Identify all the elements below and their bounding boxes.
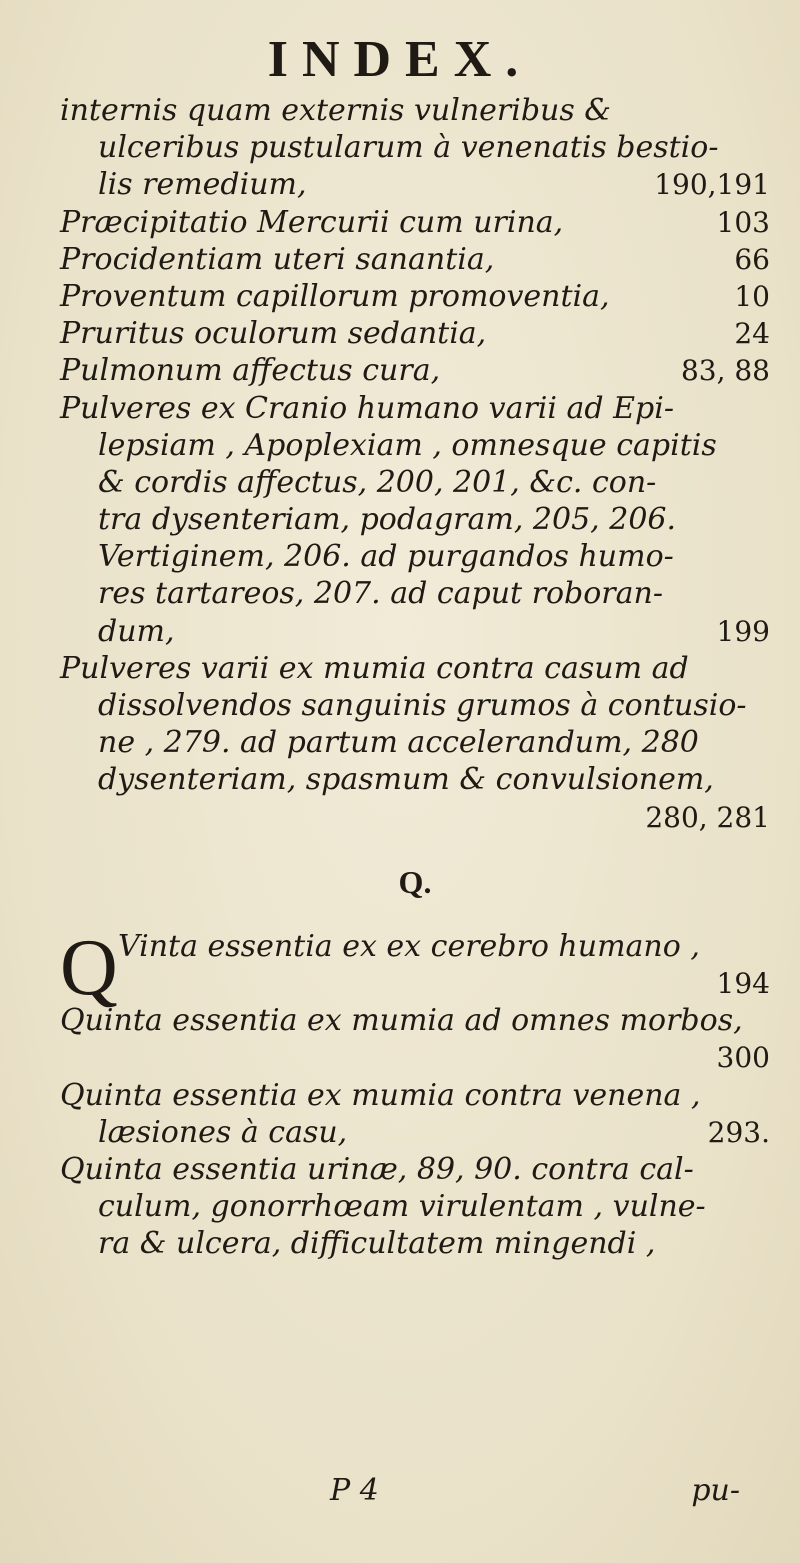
entry-text: culum, gonorrhœam virulentam , vulne- xyxy=(98,1189,706,1225)
index-line xyxy=(60,464,770,501)
index-entries xyxy=(60,92,770,1262)
page-header: INDEX. xyxy=(267,31,533,88)
entry-text: Vinta essentia ex ex cerebro humano , xyxy=(118,928,700,964)
signature-mark: P 4 xyxy=(330,1473,379,1508)
entry-text: Pulmonum affectus cura, xyxy=(60,353,441,389)
index-line xyxy=(60,352,770,389)
page-reference: 66 xyxy=(734,242,770,276)
index-line xyxy=(60,1077,770,1114)
page-reference: 10 xyxy=(734,279,770,313)
index-line xyxy=(60,1114,770,1151)
index-line xyxy=(60,724,770,761)
index-line xyxy=(60,650,770,687)
entry-text: dum, xyxy=(98,613,175,649)
entry-text: Quinta essentia ex mumia contra venena , xyxy=(60,1077,701,1113)
index-line xyxy=(60,501,770,538)
entry-text: Pulveres ex Cranio humano varii ad Epi- xyxy=(60,390,674,426)
index-line xyxy=(60,204,770,241)
index-line xyxy=(60,1151,770,1188)
entry-text: Quinta essentia ex mumia ad omnes morbos, xyxy=(60,1003,743,1039)
page-reference: 103 xyxy=(716,205,770,239)
index-line xyxy=(60,687,770,724)
index-line xyxy=(60,965,770,1002)
index-line xyxy=(60,761,770,798)
entry-text: dysenteriam, spasmum & convulsionem, xyxy=(98,762,714,798)
drop-capital: Q xyxy=(60,923,118,1012)
page-reference: 300 xyxy=(716,1041,770,1075)
index-line xyxy=(60,928,770,965)
entry-text: dissolvendos sanguinis grumos à contusio- xyxy=(98,688,747,723)
page-reference: 194 xyxy=(716,966,770,1000)
index-line xyxy=(60,315,770,352)
index-line xyxy=(60,1039,770,1076)
letter-q-section xyxy=(60,923,770,1263)
index-line xyxy=(60,278,770,315)
entry-text: lis remedium, xyxy=(98,167,307,203)
index-line xyxy=(60,799,770,836)
letter-p-section xyxy=(60,92,770,836)
entry-text: lepsiam , Apoplexiam , omnesque capitis xyxy=(98,427,717,463)
entry-text: Pulveres varii ex mumia contra casum ad xyxy=(60,650,689,686)
entry-text: & cordis affectus, 200, 201, &c. con- xyxy=(98,464,657,500)
page-reference: 293. xyxy=(707,1115,770,1149)
index-line xyxy=(60,1188,770,1225)
index-line xyxy=(60,538,770,575)
entry-text: Præcipitatio Mercurii cum urina, xyxy=(60,204,564,240)
section-break xyxy=(60,836,770,928)
index-line xyxy=(60,1225,770,1262)
entry-text: Vertiginem, 206. ad purgandos humo- xyxy=(98,539,674,575)
index-entry xyxy=(60,923,770,1012)
entry-text: Procidentiam uteri sanantia, xyxy=(60,241,495,277)
entry-text: tra dysenteriam, podagram, 205, 206. xyxy=(98,502,677,538)
index-line xyxy=(60,427,770,464)
index-line xyxy=(60,390,770,427)
entry-text: Pruritus oculorum sedantia, xyxy=(60,316,487,352)
index-line xyxy=(60,613,770,650)
page-reference: 190,191 xyxy=(654,168,770,202)
page-reference: 83, 88 xyxy=(680,354,770,388)
page-reference: 280, 281 xyxy=(645,800,770,834)
catchword: pu- xyxy=(691,1473,740,1508)
entry-text: læsiones à casu, xyxy=(98,1114,348,1150)
index-line xyxy=(60,575,770,612)
entry-text: ra & ulcera, difficultatem mingendi , xyxy=(98,1226,656,1262)
entry-text: res tartareos, 207. ad caput roboran- xyxy=(98,576,663,612)
page-reference: 24 xyxy=(734,317,770,351)
entry-text: Proventum capillorum promoventia, xyxy=(60,278,610,314)
index-line xyxy=(60,92,770,129)
page-reference: 199 xyxy=(716,614,770,648)
entry-text: ne , 279. ad partum accelerandum, 280 xyxy=(98,725,699,761)
page-footer xyxy=(60,1472,770,1509)
index-line xyxy=(60,129,770,166)
entry-text: ulceribus pustularum à venenatis bestio- xyxy=(98,130,719,166)
index-line xyxy=(60,241,770,278)
entry-text: Quinta essentia urinæ, 89, 90. contra cal- xyxy=(60,1151,694,1187)
index-line xyxy=(60,166,770,203)
index-line xyxy=(60,1002,770,1039)
entry-text: internis quam externis vulneribus & xyxy=(60,93,612,128)
section-letter: Q. xyxy=(398,863,432,900)
